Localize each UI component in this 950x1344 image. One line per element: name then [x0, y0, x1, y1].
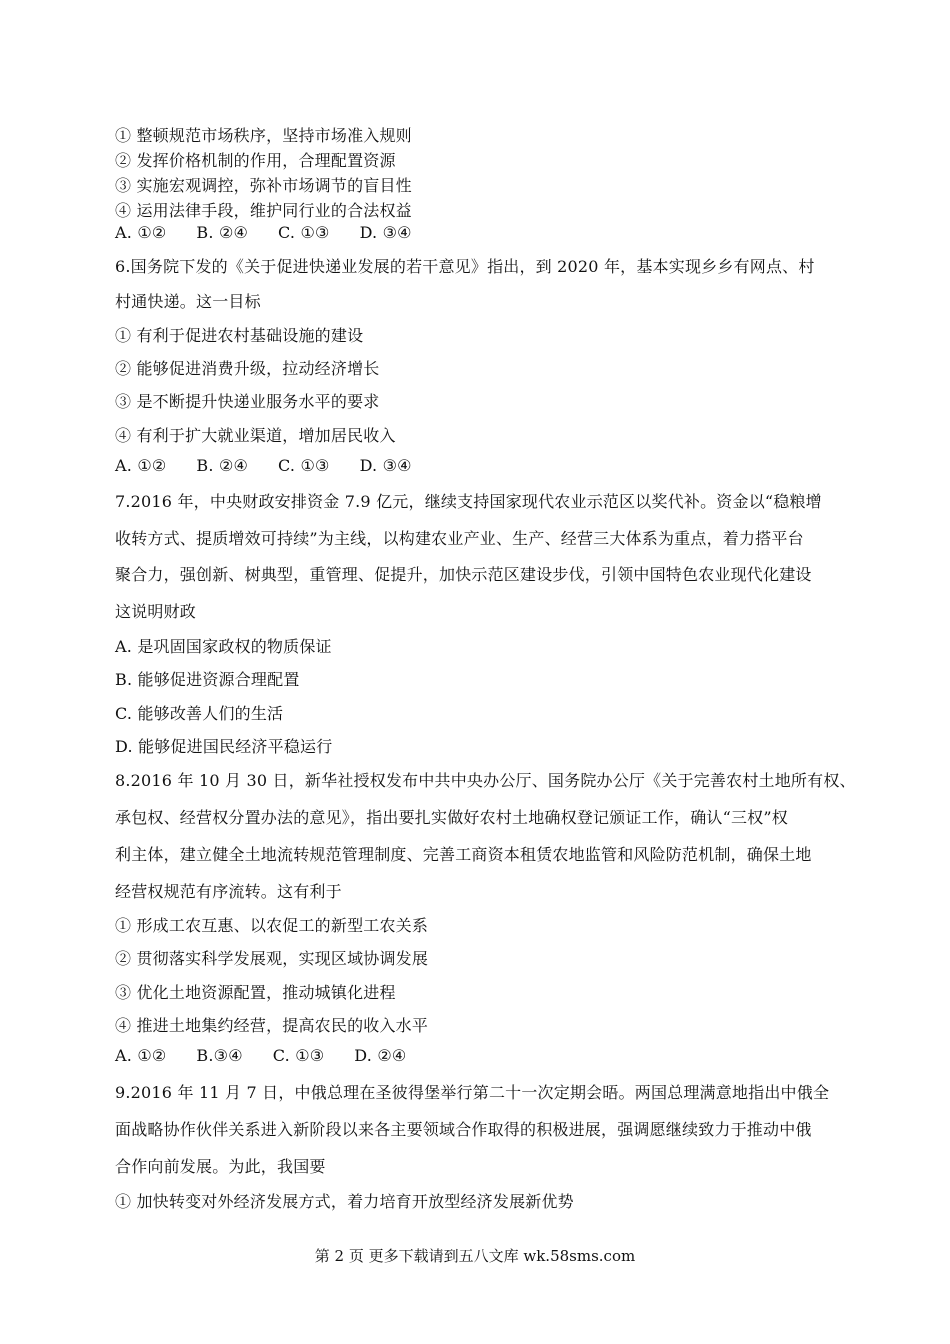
q5-item-4: ④ 运用法律手段，维护同行业的合法权益 [115, 201, 412, 220]
q5-option-b: B. ②④ [196, 223, 249, 242]
q5-option-a: A. ①② [115, 223, 167, 242]
q5-item-3: ③ 实施宏观调控，弥补市场调节的盲目性 [115, 176, 412, 195]
q8-item-3: ③ 优化土地资源配置，推动城镇化进程 [115, 983, 396, 1002]
q8-item-1: ① 形成工农互惠、以农促工的新型工农关系 [115, 916, 429, 935]
q8-item-4: ④ 推进土地集约经营，提高农民的收入水平 [115, 1016, 429, 1035]
q8-option-b: B.③④ [196, 1046, 243, 1065]
q5-option-d: D. ③④ [359, 223, 412, 242]
q7-stem-line-3: 聚合力，强创新、树典型，重管理、促提升，加快示范区建设步伐，引领中国特色农业现代化建设 [115, 565, 812, 584]
q8-stem-line-3: 利主体，建立健全土地流转规范管理制度、完善工商资本租赁农地监管和风险防范机制，确保土地 [115, 845, 812, 864]
q8-options [115, 1046, 436, 1065]
page-footer: 第 2 页 更多下载请到五八文库 wk.58sms.com [314, 1247, 636, 1265]
q8-stem-line-1: 8.2016 年 10 月 30 日，新华社授权发布中共中央办公厅、国务院办公厅《关于完善农村土地所有权、 [115, 771, 856, 790]
q7-option-d: D. 能够促进国民经济平稳运行 [115, 737, 333, 756]
q6-options [115, 456, 442, 475]
q5-option-c: C. ①③ [278, 223, 330, 242]
q6-stem-line-2: 村通快递。这一目标 [115, 292, 261, 311]
q6-option-b: B. ②④ [196, 456, 249, 475]
q9-item-1: ① 加快转变对外经济发展方式，着力培育开放型经济发展新优势 [115, 1192, 574, 1211]
q9-stem-line-3: 合作向前发展。为此，我国要 [115, 1157, 326, 1176]
q7-option-b: B. 能够促进资源合理配置 [115, 670, 300, 689]
q7-stem-line-2: 收转方式、提质增效可持续”为主线，以构建农业产业、生产、经营三大体系为重点，着力搭平台 [115, 529, 804, 548]
q8-option-d: D. ②④ [354, 1046, 407, 1065]
q7-option-c: C. 能够改善人们的生活 [115, 704, 284, 723]
q9-stem-line-1: 9.2016 年 11 月 7 日，中俄总理在圣彼得堡举行第二十一次定期会晤。两国总理满意地指出中俄全 [115, 1083, 830, 1102]
q6-item-4: ④ 有利于扩大就业渠道，增加居民收入 [115, 426, 396, 445]
q8-option-a: A. ①② [115, 1046, 167, 1065]
q6-item-1: ① 有利于促进农村基础设施的建设 [115, 326, 364, 345]
q7-stem-line-4: 这说明财政 [115, 602, 197, 621]
q6-item-3: ③ 是不断提升快递业服务水平的要求 [115, 392, 380, 411]
q5-item-2: ② 发挥价格机制的作用，合理配置资源 [115, 151, 396, 170]
q8-stem-line-4: 经营权规范有序流转。这有利于 [115, 882, 342, 901]
q7-option-a: A. 是巩固国家政权的物质保证 [115, 637, 332, 656]
q7-stem-line-1: 7.2016 年，中央财政安排资金 7.9 亿元，继续支持国家现代农业示范区以奖代补。资金以“稳粮增 [115, 492, 822, 511]
q6-stem-line-1: 6.国务院下发的《关于促进快递业发展的若干意见》指出，到 2020 年，基本实现乡乡有网点、村 [115, 257, 815, 276]
q5-item-1: ① 整顿规范市场秩序，坚持市场准入规则 [115, 126, 412, 145]
q8-item-2: ② 贯彻落实科学发展观，实现区域协调发展 [115, 949, 429, 968]
q6-option-d: D. ③④ [359, 456, 412, 475]
q8-option-c: C. ①③ [272, 1046, 325, 1065]
q6-option-c: C. ①③ [278, 456, 330, 475]
q6-item-2: ② 能够促进消费升级，拉动经济增长 [115, 359, 380, 378]
q8-stem-line-2: 承包权、经营权分置办法的意见》，指出要扎实做好农村土地确权登记颁证工作，确认“三权”权 [115, 808, 788, 827]
q5-options [115, 223, 442, 242]
q6-option-a: A. ①② [115, 456, 167, 475]
q9-stem-line-2: 面战略协作伙伴关系进入新阶段以来各主要领域合作取得的积极进展，强调愿继续致力于推动中俄 [115, 1120, 812, 1139]
